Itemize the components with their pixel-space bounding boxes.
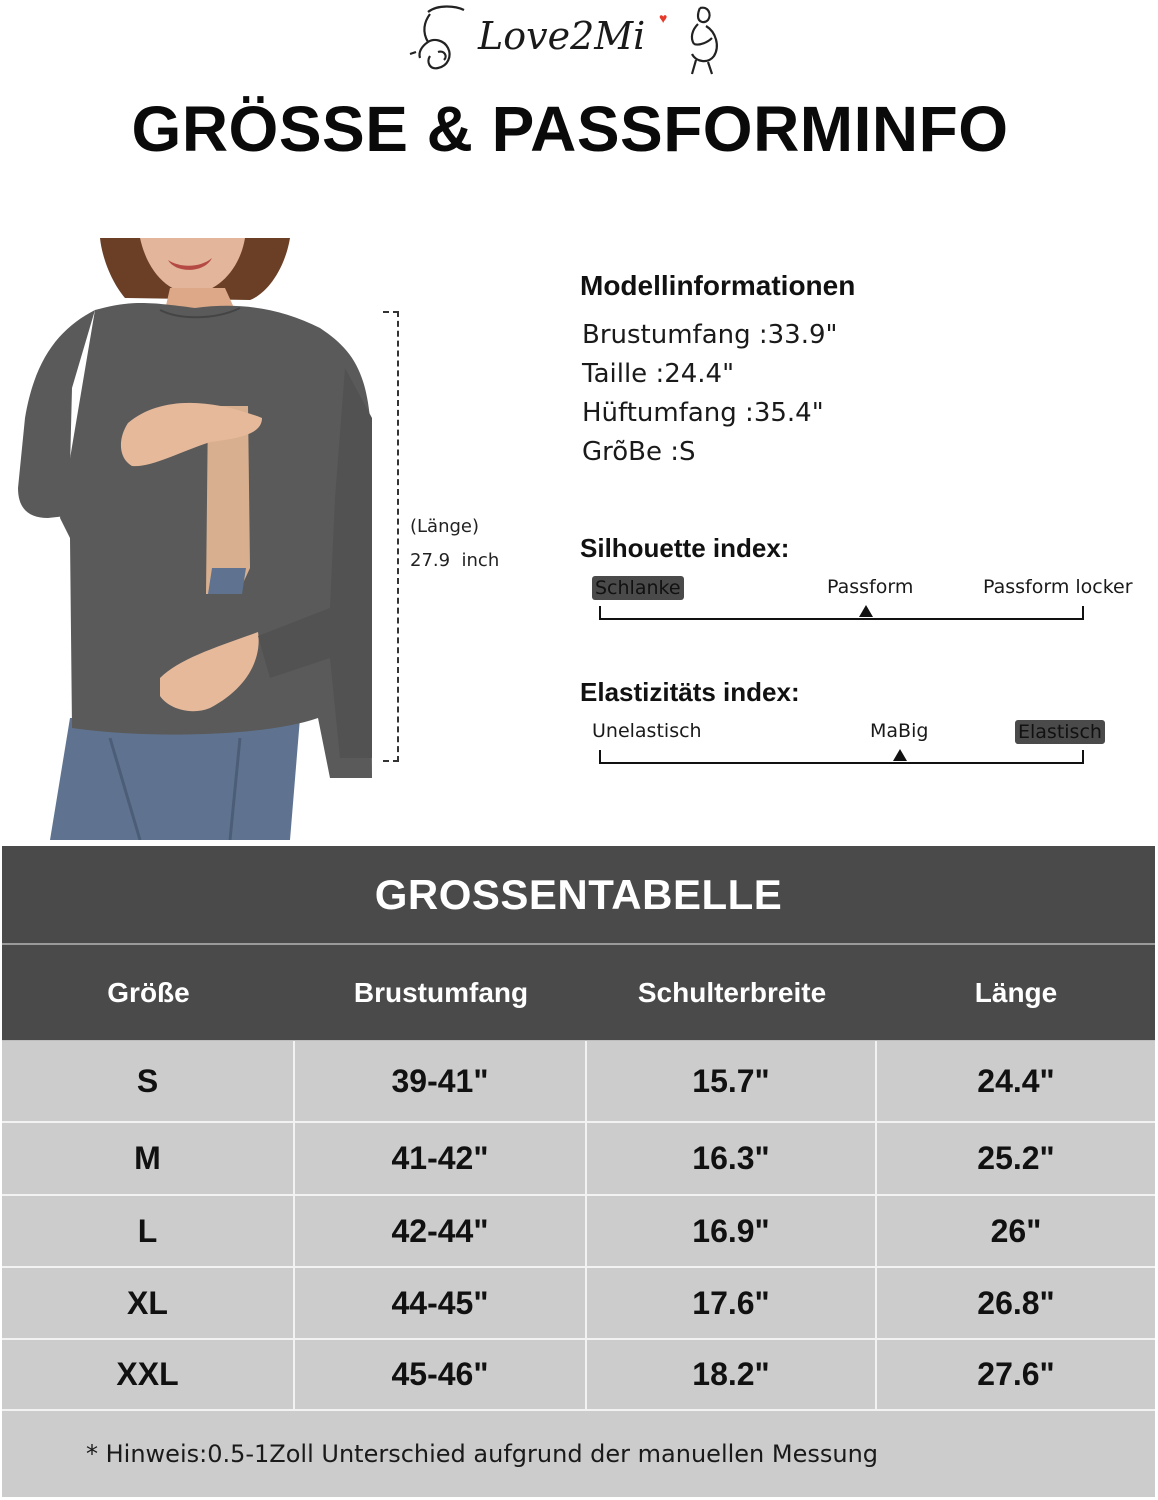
silhouette-scale-labels (580, 572, 1140, 606)
size-table-header (2, 945, 1155, 1041)
cell-size: S (2, 1041, 295, 1121)
silhouette-index (580, 533, 1140, 620)
silhouette-index-heading: Silhouette index: (580, 533, 790, 563)
table-row (2, 1041, 1155, 1123)
cell-length: 24.4" (977, 1062, 1055, 1099)
mother-baby-line-art-icon (408, 2, 474, 78)
model-info-hip: Hüftumfang :35.4" (582, 398, 824, 428)
length-label-title: (Länge) (410, 516, 480, 537)
table-row (2, 1268, 1155, 1340)
silhouette-label-slim: Schlanke (592, 576, 684, 600)
column-header-shoulder: Schulterbreite (637, 976, 827, 1008)
cell-bust: 41-42" (295, 1123, 587, 1194)
elasticity-index-heading: Elastizitäts index: (580, 677, 800, 707)
table-row (2, 1123, 1155, 1196)
brand-logo (408, 2, 728, 78)
silhouette-label-regular: Passform (827, 576, 914, 598)
length-label (410, 510, 499, 578)
cell-shoulder: 17.6" (587, 1268, 877, 1338)
brand-name: Love2Mi (478, 14, 646, 58)
elasticity-label-moderate: MaBig (870, 720, 929, 742)
cell-shoulder: 16.3" (587, 1123, 877, 1194)
cell-length: 26" (990, 1212, 1042, 1249)
elasticity-label-none: Unelastisch (592, 720, 702, 742)
cell-bust: 44-45" (295, 1268, 587, 1338)
pregnant-woman-line-art-icon (678, 2, 726, 78)
column-header-bust: Brustumfang (353, 976, 529, 1008)
cell-shoulder: 15.7" (587, 1041, 877, 1121)
measurement-note: * Hinweis:0.5-1Zoll Unterschied aufgrund der manuellen Messung (2, 1411, 1155, 1497)
cell-bust: 45-46" (295, 1340, 587, 1409)
table-row (2, 1196, 1155, 1268)
column-header-size: Größe (107, 976, 190, 1008)
elasticity-index (580, 677, 1140, 764)
size-table-title: GROSSENTABELLE (374, 870, 783, 918)
length-label-value: 27.9 inch (410, 550, 500, 571)
heart-icon: ♥ (659, 10, 668, 26)
silhouette-scale-line (599, 606, 1084, 620)
cell-size: M (2, 1123, 295, 1194)
elasticity-scale-labels (580, 716, 1140, 750)
model-info-list (580, 316, 855, 472)
cell-length: 27.6" (977, 1356, 1055, 1392)
model-info-waist: Taille :24.4" (582, 359, 735, 389)
size-table-title-band (2, 846, 1155, 945)
silhouette-marker-triangle-icon (859, 605, 873, 617)
cell-length: 25.2" (977, 1140, 1055, 1176)
cell-shoulder: 16.9" (587, 1196, 877, 1266)
page-title: GRÖSSE & PASSFORMINFO (131, 93, 1009, 165)
table-row (2, 1340, 1155, 1411)
elasticity-scale-line (599, 750, 1084, 764)
cell-bust: 39-41" (295, 1041, 587, 1121)
cell-length: 26.8" (977, 1284, 1055, 1321)
model-photo (0, 238, 380, 840)
cell-bust: 42-44" (295, 1196, 587, 1266)
size-table (2, 846, 1155, 1497)
model-info-bust: Brustumfang :33.9" (582, 320, 838, 350)
silhouette-label-loose: Passform locker (983, 576, 1133, 598)
cell-shoulder: 18.2" (587, 1340, 877, 1409)
elasticity-label-elastic: Elastisch (1015, 720, 1105, 744)
length-measure-line (383, 311, 403, 762)
cell-size: XXL (2, 1340, 295, 1409)
elasticity-marker-triangle-icon (893, 749, 907, 761)
cell-size: XL (2, 1268, 295, 1338)
column-header-length: Länge (974, 976, 1058, 1008)
model-info-section (580, 270, 855, 472)
model-info-heading: Modellinformationen (580, 270, 856, 301)
model-info-size: GrõBe :S (582, 437, 696, 467)
cell-size: L (2, 1196, 295, 1266)
